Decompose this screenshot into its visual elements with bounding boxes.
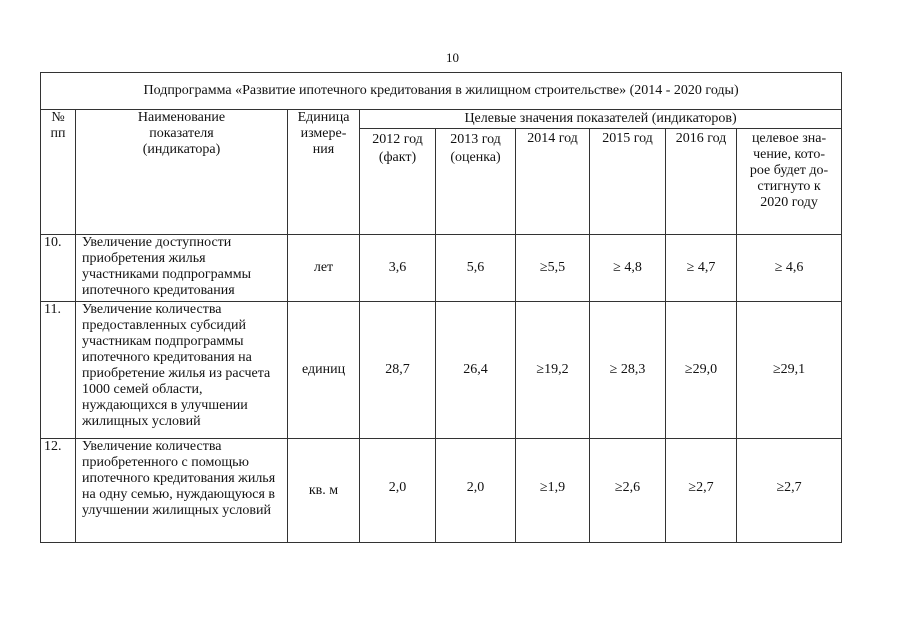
value-2015: ≥ 4,8 [590,235,666,302]
header-year-2016 [666,129,737,235]
value-target-2020: ≥ 4,6 [737,235,842,302]
indicator-unit: лет [288,235,360,302]
table-row [41,302,842,439]
header-year-2012 [360,129,436,235]
header-year-line: (факт) [378,150,417,165]
header-year-line: 2012 год [372,132,423,147]
header-target-line: стигнуто к [757,179,821,194]
value-target-2020: ≥29,1 [737,302,842,439]
value-2016: ≥29,0 [666,302,737,439]
value-2013: 2,0 [436,439,516,543]
header-unit-line: ния [312,142,335,157]
subprogram-title: Подпрограмма «Развитие ипотечного кредитования в жилищном строительстве» (2014 - 2020 годы) [41,73,842,110]
value-2013: 26,4 [436,302,516,439]
header-target-2020 [737,129,842,235]
table-row [41,439,842,543]
indicator-unit: кв. м [288,439,360,543]
header-num-line: № [51,110,65,125]
header-num [41,110,76,235]
header-year-2015 [590,129,666,235]
value-2016: ≥ 4,7 [666,235,737,302]
indicator-name: Увеличение доступности приобретения жилья участниками подпрограммы ипотечного кредитования [76,235,288,302]
row-number: 11. [41,302,76,439]
value-2015: ≥2,6 [590,439,666,543]
header-year-line: (оценка) [450,150,501,165]
value-2016: ≥2,7 [666,439,737,543]
header-unit-line: Единица [297,110,350,125]
header-target-line: 2020 году [760,195,818,210]
header-target-line: целевое зна- [751,131,827,146]
indicator-unit: единиц [288,302,360,439]
header-year-line: 2013 год [450,132,501,147]
header-year-2014 [516,129,590,235]
header-year-line: 2014 год [527,131,578,146]
header-name-line: Наименование [137,110,226,125]
indicator-name: Увеличение количества предоставленных субсидий участникам подпрограммы ипотечного кредитования на приобретение жилья из расчета 1000 семей области, нуждающихся в улучшении жилищных условий [76,302,288,439]
value-2012: 2,0 [360,439,436,543]
value-2012: 3,6 [360,235,436,302]
row-number: 10. [41,235,76,302]
header-target-line: чение, кото- [753,147,826,162]
value-2015: ≥ 28,3 [590,302,666,439]
value-2012: 28,7 [360,302,436,439]
row-number: 12. [41,439,76,543]
header-target-values: Целевые значения показателей (индикаторов) [360,110,842,129]
indicator-name: Увеличение количества приобретенного с помощью ипотечного кредитования жилья на одну семью, нуждающуюся в улучшении жилищных условий [76,439,288,543]
value-2014: ≥5,5 [516,235,590,302]
value-2013: 5,6 [436,235,516,302]
header-unit [288,110,360,235]
value-2014: ≥19,2 [516,302,590,439]
header-unit-line: измере- [300,126,347,141]
header-name-line: показателя [149,126,214,141]
page-number: 10 [446,50,459,65]
header-year-line: 2015 год [602,131,653,146]
value-2014: ≥1,9 [516,439,590,543]
header-year-2013 [436,129,516,235]
header-num-line: пп [50,126,66,141]
header-year-line: 2016 год [675,131,727,146]
value-target-2020: ≥2,7 [737,439,842,543]
subprogram-title-row [41,73,842,110]
header-name-line: (индикатора) [142,142,221,157]
header-name [76,110,288,235]
indicators-table [40,72,842,543]
header-row-top [41,110,842,129]
header-target-line: рое будет до- [749,163,829,178]
table-row [41,235,842,302]
